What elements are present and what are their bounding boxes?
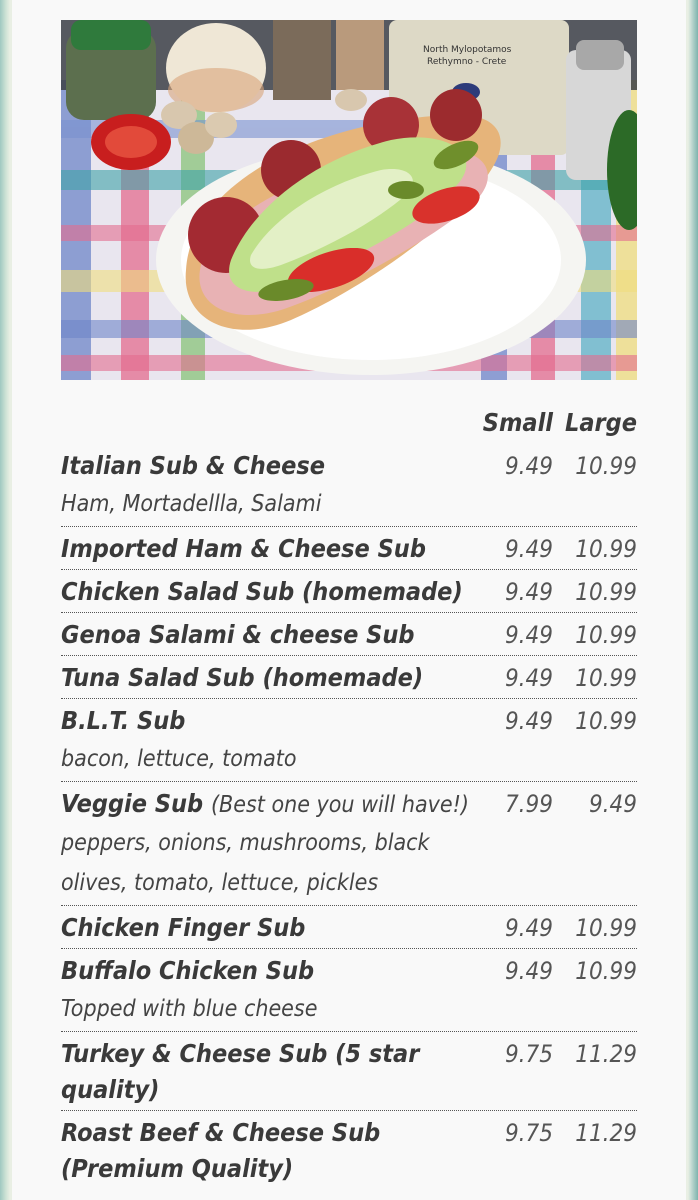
price-small: 9.75 <box>504 1119 553 1147</box>
sub-sandwich-photo <box>61 20 637 380</box>
item-name: Imported Ham & Cheese Sub <box>61 534 426 563</box>
item-name: Genoa Salami & cheese Sub <box>61 620 415 649</box>
price-small: 9.49 <box>504 621 553 649</box>
menu-item <box>61 1111 637 1189</box>
price-large: 10.99 <box>575 914 637 942</box>
item-description: bacon, lettuce, tomato <box>61 746 297 772</box>
price-small: 9.49 <box>504 707 553 735</box>
price-large: 10.99 <box>575 664 637 692</box>
price-small: 9.49 <box>504 452 553 480</box>
price-small: 9.49 <box>504 578 553 606</box>
menu-item <box>61 656 637 699</box>
item-name: Roast Beef & Cheese Sub (Premium Quality) <box>61 1118 381 1183</box>
item-name-text: Veggie Sub <box>61 789 204 818</box>
menu-item <box>61 949 637 1032</box>
menu-page <box>12 0 686 1200</box>
menu-item <box>61 782 637 906</box>
menu-item <box>61 444 637 527</box>
menu-item <box>61 699 637 782</box>
price-large: 10.99 <box>575 621 637 649</box>
price-large: 10.99 <box>575 707 637 735</box>
menu-item <box>61 1032 637 1111</box>
price-large: 10.99 <box>575 452 637 480</box>
price-column-header <box>61 406 637 444</box>
price-large: 11.29 <box>575 1119 637 1147</box>
item-note: (Best one you will have!) <box>210 792 469 818</box>
item-description: Ham, Mortadellla, Salami <box>61 491 322 517</box>
price-large: 11.29 <box>575 1040 637 1068</box>
price-small: 9.49 <box>504 535 553 563</box>
column-large-label: Large <box>565 408 637 437</box>
item-name: B.L.T. Sub <box>61 706 186 735</box>
price-small: 9.49 <box>504 914 553 942</box>
price-small: 7.99 <box>504 790 553 818</box>
price-large: 10.99 <box>575 578 637 606</box>
item-name <box>61 786 481 823</box>
item-name: Italian Sub & Cheese <box>61 451 325 480</box>
menu-item <box>61 906 637 949</box>
menu-item <box>61 570 637 613</box>
price-small: 9.49 <box>504 957 553 985</box>
menu-item <box>61 527 637 570</box>
item-name: Chicken Finger Sub <box>61 913 306 942</box>
price-large: 9.49 <box>588 790 637 818</box>
price-small: 9.49 <box>504 664 553 692</box>
price-large: 10.99 <box>575 535 637 563</box>
bottle-label-line2: Rethymno - Crete <box>427 57 507 67</box>
column-small-label: Small <box>482 408 553 437</box>
item-description: peppers, onions, mushrooms, black olives, tomato, lettuce, pickles <box>61 830 430 896</box>
price-small: 9.75 <box>504 1040 553 1068</box>
bottle-label-line1: North Mylopotamos <box>423 45 512 55</box>
menu-item <box>61 613 637 656</box>
item-name: Turkey & Cheese Sub (5 star quality) <box>61 1039 420 1104</box>
item-name: Buffalo Chicken Sub <box>61 956 315 985</box>
item-description: Topped with blue cheese <box>61 996 318 1022</box>
item-name: Chicken Salad Sub (homemade) <box>61 577 463 606</box>
price-large: 10.99 <box>575 957 637 985</box>
item-name: Tuna Salad Sub (homemade) <box>61 663 424 692</box>
sub-menu <box>61 406 637 1189</box>
